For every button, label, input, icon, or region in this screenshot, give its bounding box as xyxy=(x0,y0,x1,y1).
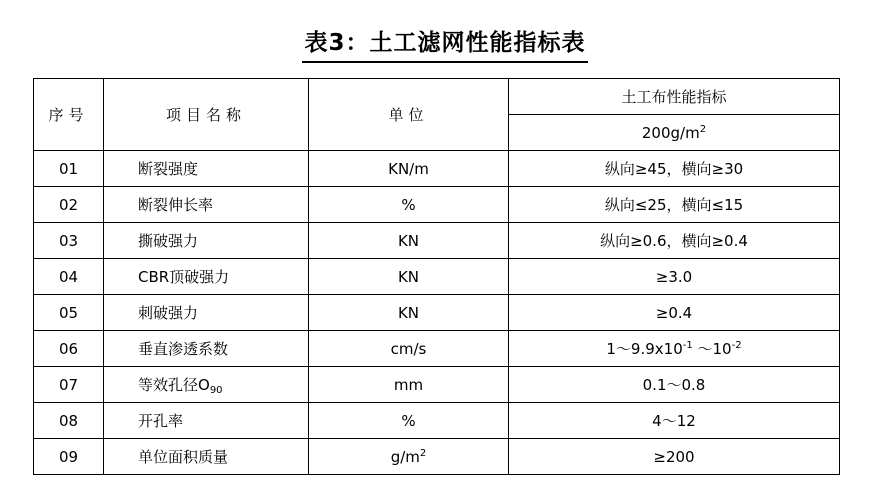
table-row xyxy=(34,295,840,331)
row-name-main: 等效孔径O xyxy=(138,376,210,394)
row-name-sub: 90 xyxy=(209,385,223,396)
row-num: 02 xyxy=(34,187,104,223)
table-row xyxy=(34,187,840,223)
row-num: 05 xyxy=(34,295,104,331)
row-num: 08 xyxy=(34,403,104,439)
row-name: 单位面积质量 xyxy=(104,439,309,475)
row-value-mid: ～10 xyxy=(692,340,732,358)
row-name: 断裂强度 xyxy=(104,151,309,187)
row-name: 断裂伸长率 xyxy=(104,187,309,223)
header-spec: 土工布性能指标 xyxy=(509,79,840,115)
row-unit-exp: 2 xyxy=(419,447,427,459)
header-num: 序号 xyxy=(34,79,104,151)
row-value-base: 1～9.9x10 xyxy=(606,340,683,358)
row-unit: KN xyxy=(309,295,509,331)
row-value: 纵向≤25，横向≤15 xyxy=(509,187,840,223)
row-value: ≥0.4 xyxy=(509,295,840,331)
table-row xyxy=(34,151,840,187)
row-unit: KN xyxy=(309,223,509,259)
row-name xyxy=(104,367,309,403)
header-name: 项目名称 xyxy=(104,79,309,151)
performance-table xyxy=(33,78,840,475)
header-row xyxy=(34,79,840,115)
row-unit: mm xyxy=(309,367,509,403)
row-num: 07 xyxy=(34,367,104,403)
row-name: 垂直渗透系数 xyxy=(104,331,309,367)
header-unit: 单位 xyxy=(309,79,509,151)
row-unit: % xyxy=(309,403,509,439)
row-name: 撕破强力 xyxy=(104,223,309,259)
row-value-exp: -1 xyxy=(682,340,693,351)
table-title-wrap xyxy=(0,24,890,63)
row-unit xyxy=(309,439,509,475)
row-name: 刺破强力 xyxy=(104,295,309,331)
row-value: ≥200 xyxy=(509,439,840,475)
table-row xyxy=(34,223,840,259)
row-value: 4～12 xyxy=(509,403,840,439)
row-value xyxy=(509,331,840,367)
row-value: 0.1～0.8 xyxy=(509,367,840,403)
row-value: 纵向≥45，横向≥30 xyxy=(509,151,840,187)
header-spec-sub-value: 200g/m xyxy=(641,123,700,142)
row-unit: % xyxy=(309,187,509,223)
row-unit: cm/s xyxy=(309,331,509,367)
row-num: 06 xyxy=(34,331,104,367)
header-spec-sub-exp: 2 xyxy=(699,123,707,135)
header-spec-sub xyxy=(509,115,840,151)
row-name: CBR顶破强力 xyxy=(104,259,309,295)
table-row xyxy=(34,439,840,475)
row-unit-base: g/m xyxy=(390,447,420,466)
row-unit: KN/m xyxy=(309,151,509,187)
table-row xyxy=(34,259,840,295)
row-num: 03 xyxy=(34,223,104,259)
row-value-exp: -2 xyxy=(731,340,742,351)
table-row xyxy=(34,331,840,367)
row-unit: KN xyxy=(309,259,509,295)
row-num: 09 xyxy=(34,439,104,475)
table-title: 表3：土工滤网性能指标表 xyxy=(302,24,587,63)
table-row xyxy=(34,367,840,403)
row-num: 01 xyxy=(34,151,104,187)
row-num: 04 xyxy=(34,259,104,295)
table-row xyxy=(34,403,840,439)
row-value: 纵向≥0.6，横向≥0.4 xyxy=(509,223,840,259)
row-value: ≥3.0 xyxy=(509,259,840,295)
row-name: 开孔率 xyxy=(104,403,309,439)
